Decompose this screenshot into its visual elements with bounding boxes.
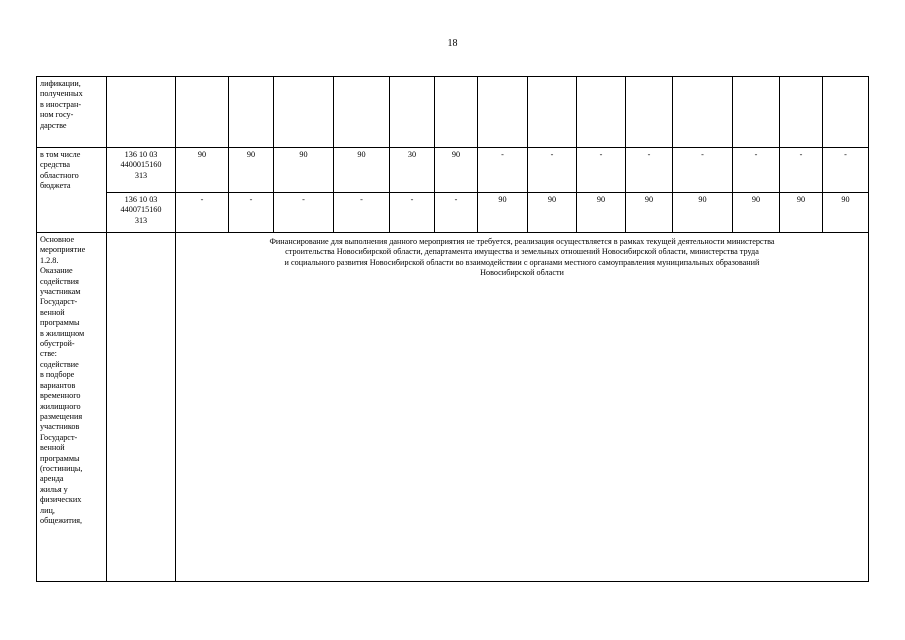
value-cell: 90 <box>435 148 478 193</box>
row-label: в том числе средства областного бюджета <box>37 148 107 233</box>
value-cell: 90 <box>823 193 869 233</box>
value-cell: - <box>229 193 274 233</box>
value-cell <box>229 77 274 148</box>
table-row <box>37 148 869 193</box>
value-cell: - <box>176 193 229 233</box>
value-cell: - <box>823 148 869 193</box>
funding-table <box>36 76 869 582</box>
value-cell <box>673 77 733 148</box>
value-cell: - <box>435 193 478 233</box>
value-cell: - <box>274 193 334 233</box>
value-cell <box>176 77 229 148</box>
budget-code: 136 10 03 4400015160 313 <box>107 148 176 193</box>
value-cell: - <box>390 193 435 233</box>
value-cell <box>334 77 390 148</box>
table-row <box>37 193 869 233</box>
value-cell: 90 <box>626 193 673 233</box>
value-cell: - <box>673 148 733 193</box>
budget-code: 136 10 03 4400715160 313 <box>107 193 176 233</box>
value-cell: 90 <box>229 148 274 193</box>
value-cell <box>478 77 528 148</box>
value-cell: 90 <box>176 148 229 193</box>
value-cell: - <box>334 193 390 233</box>
value-cell <box>577 77 626 148</box>
value-cell: - <box>528 148 577 193</box>
value-cell: - <box>577 148 626 193</box>
value-cell: 90 <box>478 193 528 233</box>
value-cell <box>274 77 334 148</box>
value-cell <box>528 77 577 148</box>
value-cell <box>626 77 673 148</box>
value-cell: 90 <box>577 193 626 233</box>
page-number: 18 <box>447 38 458 49</box>
value-cell <box>823 77 869 148</box>
budget-code <box>107 233 176 582</box>
value-cell: 90 <box>733 193 780 233</box>
value-cell: 90 <box>274 148 334 193</box>
table-row <box>37 77 869 148</box>
value-cell: - <box>733 148 780 193</box>
budget-code <box>107 77 176 148</box>
row-label: лификации, полученных в иностран- ном госу- дарстве <box>37 77 107 148</box>
value-cell <box>733 77 780 148</box>
value-cell: 90 <box>334 148 390 193</box>
value-cell: - <box>626 148 673 193</box>
measure-note: Финансирование для выполнения данного мероприятия не требуется, реализация осуществляется в рамках текущей деятельности министерства строительства Новосибирской области, департамента имущества и земельных отношений Новосибирской области, министерства труда и социального развития Новосибирской области во взаимодействии с органами местного самоуправления муниципальных образований Новосибирской области <box>176 233 869 582</box>
value-cell: 30 <box>390 148 435 193</box>
value-cell: 90 <box>780 193 823 233</box>
value-cell <box>435 77 478 148</box>
table-row <box>37 233 869 582</box>
value-cell: 90 <box>673 193 733 233</box>
value-cell: - <box>478 148 528 193</box>
value-cell <box>780 77 823 148</box>
measure-label: Основное мероприятие 1.2.8. Оказание содействия участникам Государст- венной программы в жилищном обустрой- стве: содействие в подборе вариантов временного жилищного размещения участников Государст- венной программы (гостиницы, аренда жилья у физических лиц, общежития, <box>37 233 107 582</box>
value-cell: 90 <box>528 193 577 233</box>
value-cell: - <box>780 148 823 193</box>
value-cell <box>390 77 435 148</box>
